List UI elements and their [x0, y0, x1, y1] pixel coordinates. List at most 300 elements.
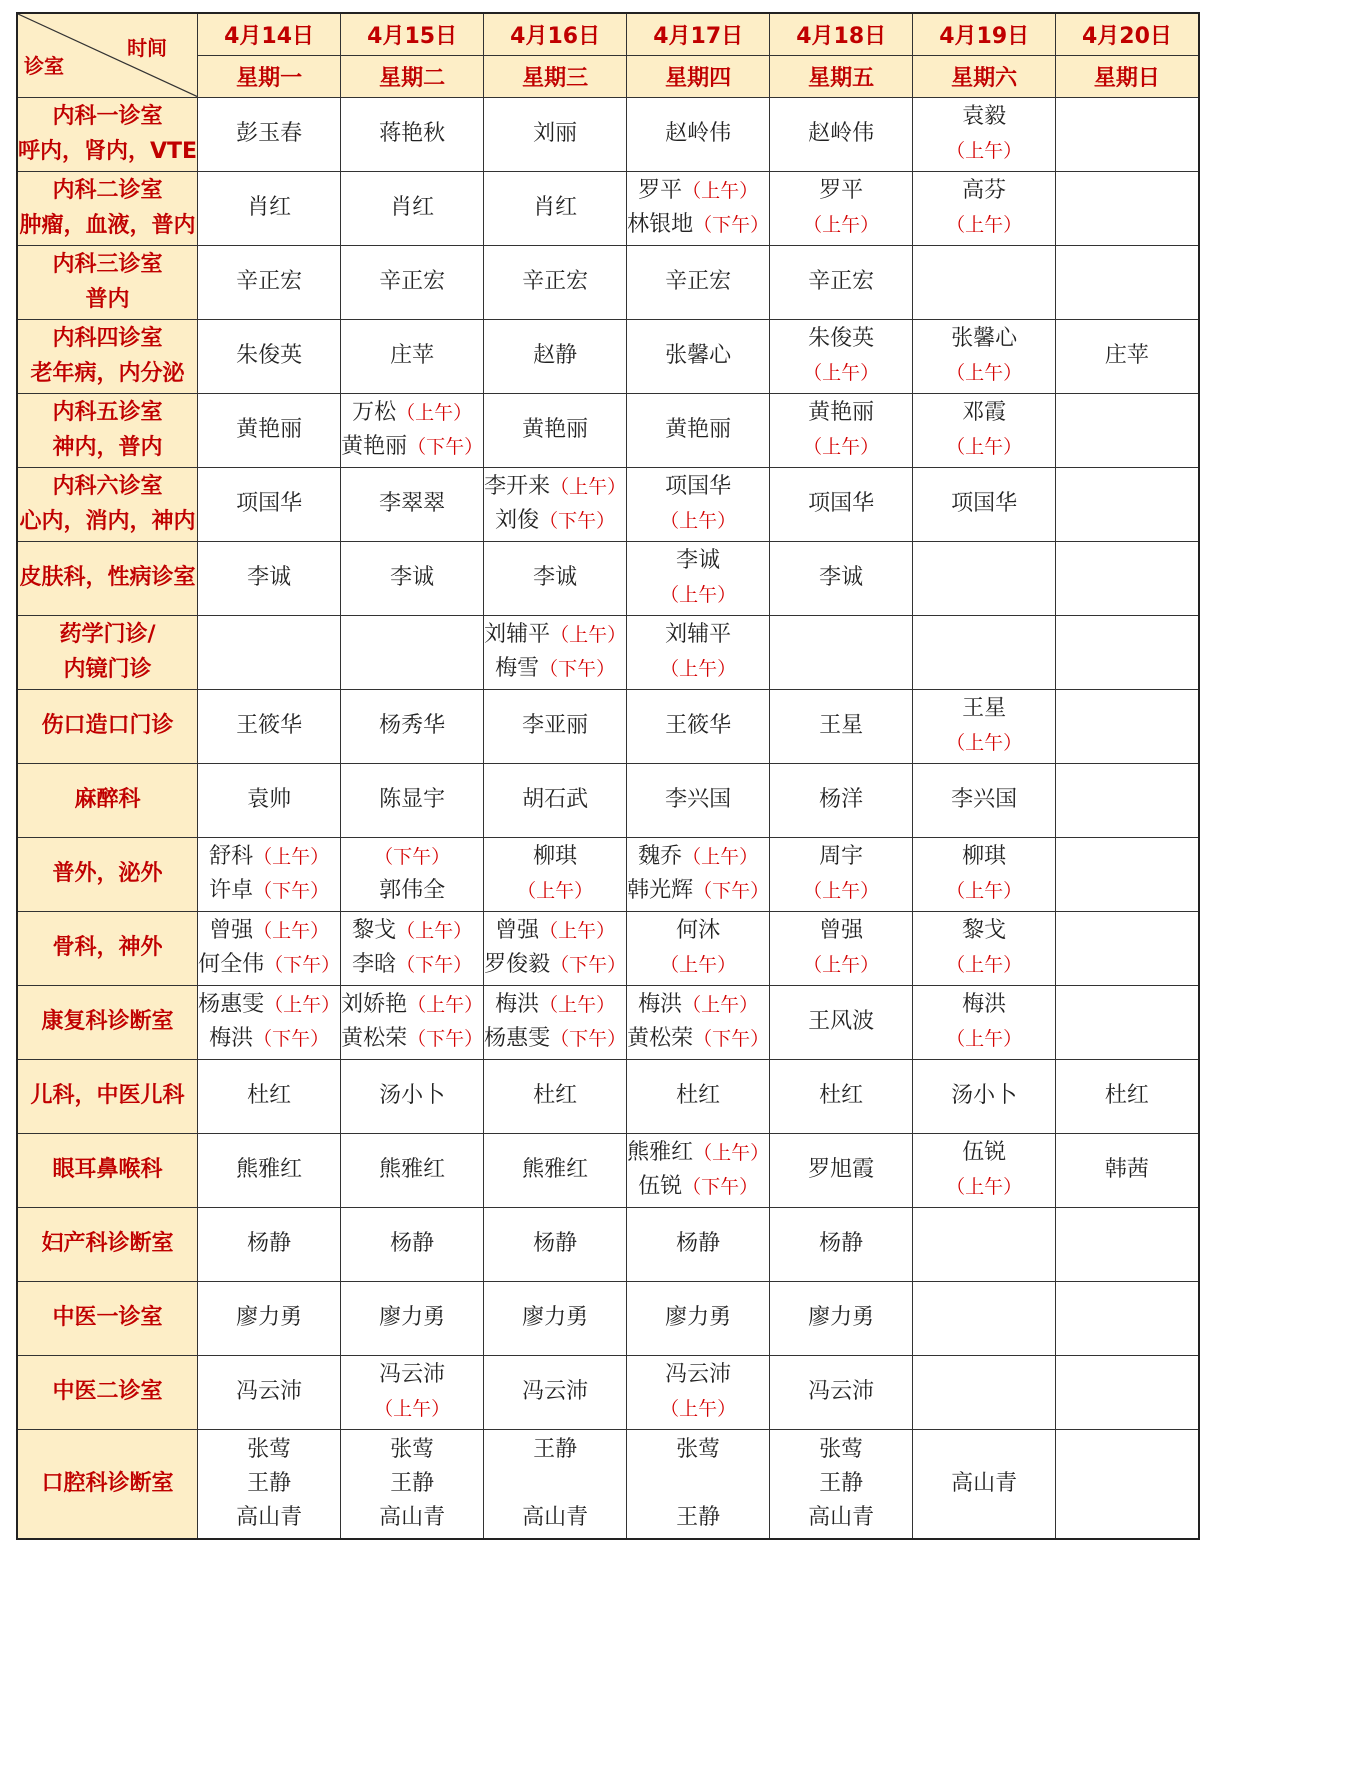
schedule-cell	[341, 615, 484, 689]
room-label	[17, 689, 198, 763]
doctor-name: 罗平	[819, 177, 864, 203]
doctor-name: 王筱华	[665, 712, 732, 738]
session-tag: （上午）	[539, 919, 616, 942]
cell-line	[198, 1467, 340, 1501]
doctor-name: 冯云沛	[808, 1378, 875, 1404]
schedule-cell	[1056, 245, 1199, 319]
cell-line	[198, 413, 340, 447]
cell-line	[341, 1501, 483, 1535]
session-tag: （上午）	[946, 140, 1023, 162]
doctor-name: 汤小卜	[379, 1082, 446, 1108]
schedule-cell	[484, 393, 627, 467]
room-label-line: 内科三诊室	[52, 251, 163, 277]
session-tag: （上午）	[374, 1398, 451, 1420]
doctor-name: 廖力勇	[236, 1304, 303, 1330]
schedule-row	[17, 1059, 1199, 1133]
cell-line	[341, 988, 483, 1022]
doctor-name: 邓霞	[962, 399, 1007, 425]
doctor-name: 黄松荣	[341, 1026, 408, 1051]
cell-line	[198, 914, 340, 948]
cell-line	[913, 1022, 1055, 1056]
cell-line	[198, 1433, 340, 1467]
session-tag: （下午）	[693, 214, 770, 236]
doctor-name: 刘俊	[495, 508, 540, 533]
cell-line	[341, 487, 483, 521]
session-tag: （上午）	[660, 584, 737, 606]
schedule-cell	[1056, 1281, 1199, 1355]
doctor-name: 罗平	[638, 177, 683, 203]
cell-line	[913, 487, 1055, 521]
schedule-cell	[198, 97, 341, 171]
cell-line	[627, 783, 769, 817]
cell-line	[341, 339, 483, 373]
room-label	[17, 319, 198, 393]
session-tag: （下午）	[253, 880, 330, 902]
doctor-name: 何全伟	[198, 952, 265, 977]
schedule-cell	[341, 837, 484, 911]
doctor-name: 柳琪	[962, 843, 1007, 869]
cell-line	[770, 322, 912, 356]
cell-line	[913, 692, 1055, 726]
doctor-name: 李兴国	[951, 786, 1018, 812]
schedule-cell	[770, 1207, 913, 1281]
cell-line	[341, 1433, 483, 1467]
schedule-cell	[1056, 763, 1199, 837]
doctor-name: 辛正宏	[808, 268, 875, 294]
schedule-cell	[770, 763, 913, 837]
room-label	[17, 541, 198, 615]
cell-line	[484, 470, 626, 504]
doctor-name: 黄艳丽	[665, 416, 732, 442]
schedule-cell	[341, 467, 484, 541]
session-tag: （上午）	[660, 1398, 737, 1420]
session-tag: （上午）	[660, 658, 737, 680]
cell-line	[627, 874, 769, 908]
cell-line	[627, 578, 769, 612]
doctor-name: 项国华	[808, 490, 875, 516]
schedule-cell	[341, 319, 484, 393]
doctor-name: 梅洪	[638, 991, 683, 1017]
room-label	[17, 1429, 198, 1539]
header-corner	[17, 13, 198, 97]
schedule-row	[17, 541, 1199, 615]
doctor-name: 杨洋	[819, 786, 864, 812]
schedule-cell	[627, 97, 770, 171]
room-label-line: 内科二诊室	[52, 177, 163, 203]
cell-line	[484, 1501, 626, 1535]
cell-line	[627, 840, 769, 874]
cell-line	[341, 1467, 483, 1501]
schedule-cell	[770, 615, 913, 689]
room-label-line: 中医一诊室	[52, 1305, 163, 1331]
schedule-cell	[341, 763, 484, 837]
cell-line	[484, 618, 626, 652]
schedule-cell	[1056, 1355, 1199, 1429]
room-label-line: 皮肤科，性病诊室	[19, 565, 196, 591]
cell-line	[627, 1467, 769, 1501]
doctor-name: 杜红	[1104, 1082, 1149, 1108]
cell-line	[341, 117, 483, 151]
schedule-cell	[1056, 1207, 1199, 1281]
schedule-cell	[1056, 837, 1199, 911]
session-tag: （上午）	[803, 954, 880, 976]
cell-line	[913, 100, 1055, 134]
room-label-line: 儿科，中医儿科	[30, 1083, 185, 1109]
doctor-name: 罗俊毅	[484, 952, 551, 977]
schedule-cell	[770, 1429, 913, 1539]
schedule-cell	[484, 615, 627, 689]
doctor-name: 杨惠雯	[198, 991, 265, 1017]
schedule-cell	[341, 1281, 484, 1355]
cell-line	[198, 783, 340, 817]
schedule-cell	[913, 245, 1056, 319]
schedule-cell	[198, 1281, 341, 1355]
session-tag: （上午）	[253, 919, 330, 942]
date-header: 4月18日	[770, 13, 913, 55]
doctor-name: 高山青	[379, 1504, 446, 1530]
doctor-name: 许卓	[209, 878, 254, 903]
doctor-name: 黄艳丽	[236, 416, 303, 442]
cell-line	[341, 1392, 483, 1426]
cell-line	[770, 1079, 912, 1113]
cell-line	[484, 1375, 626, 1409]
doctor-name: 李诚	[819, 564, 864, 590]
schedule-cell	[1056, 541, 1199, 615]
cell-line	[484, 1301, 626, 1335]
doctor-name: 杨惠雯	[484, 1026, 551, 1051]
schedule-cell	[913, 763, 1056, 837]
schedule-cell	[1056, 985, 1199, 1059]
doctor-name: 王静	[676, 1504, 721, 1530]
doctor-name: 汤小卜	[951, 1082, 1018, 1108]
doctor-name: 舒科	[209, 843, 254, 869]
cell-line	[484, 1467, 626, 1501]
doctor-name: 张馨心	[951, 325, 1018, 351]
cell-line	[770, 208, 912, 242]
session-tag: （上午）	[396, 401, 473, 424]
session-tag: （上午）	[946, 954, 1023, 976]
cell-line	[627, 618, 769, 652]
schedule-cell	[770, 97, 913, 171]
room-label-line: 心内，消内，神内	[19, 509, 196, 534]
schedule-cell	[341, 689, 484, 763]
schedule-row	[17, 689, 1199, 763]
doctor-name: 陈显宇	[379, 786, 446, 812]
doctor-name: 梅雪	[495, 656, 540, 681]
schedule-cell	[627, 763, 770, 837]
doctor-name: 胡石武	[522, 786, 589, 812]
schedule-cell	[1056, 615, 1199, 689]
doctor-name: 王星	[962, 695, 1007, 721]
schedule-row	[17, 245, 1199, 319]
date-header: 4月15日	[341, 13, 484, 55]
cell-line	[1056, 1079, 1198, 1113]
doctor-name: 熊雅红	[627, 1139, 694, 1165]
cell-line	[770, 948, 912, 982]
doctor-name: 刘丽	[533, 120, 578, 146]
doctor-name: 魏乔	[638, 843, 683, 869]
schedule-row	[17, 319, 1199, 393]
schedule-cell	[1056, 689, 1199, 763]
cell-line	[198, 1501, 340, 1535]
schedule-cell	[913, 1281, 1056, 1355]
doctor-name: 伍锐	[962, 1139, 1007, 1165]
session-tag: （下午）	[396, 954, 473, 976]
cell-line	[484, 1022, 626, 1056]
cell-line	[913, 430, 1055, 464]
schedule-cell	[1056, 1133, 1199, 1207]
doctor-name: 黎戈	[352, 917, 397, 943]
room-label-line: 老年病，内分泌	[30, 361, 185, 386]
doctor-name: 王星	[819, 712, 864, 738]
schedule-row	[17, 171, 1199, 245]
cell-line	[627, 504, 769, 538]
cell-line	[627, 339, 769, 373]
cell-line	[627, 174, 769, 208]
schedule-cell	[484, 763, 627, 837]
schedule-cell	[198, 541, 341, 615]
cell-line	[627, 1433, 769, 1467]
doctor-name: 王静	[247, 1470, 292, 1496]
doctor-name: 辛正宏	[522, 268, 589, 294]
cell-line	[484, 652, 626, 686]
doctor-name: 张莺	[819, 1436, 864, 1462]
schedule-cell	[484, 319, 627, 393]
cell-line	[627, 1022, 769, 1056]
schedule-cell	[1056, 319, 1199, 393]
room-label-line: 普内	[85, 287, 130, 312]
cell-line	[770, 487, 912, 521]
date-header: 4月16日	[484, 13, 627, 55]
date-header: 4月17日	[627, 13, 770, 55]
session-tag: （上午）	[660, 954, 737, 976]
cell-line	[913, 396, 1055, 430]
doctor-name: 伍锐	[638, 1174, 683, 1199]
schedule-cell	[484, 245, 627, 319]
cell-line	[770, 430, 912, 464]
doctor-name: 黄艳丽	[522, 416, 589, 442]
schedule-cell	[484, 1281, 627, 1355]
cell-line	[484, 1433, 626, 1467]
room-label-line: 内科五诊室	[52, 399, 163, 425]
cell-line	[627, 1392, 769, 1426]
session-tag: （上午）	[682, 993, 759, 1016]
doctor-name: 杜红	[247, 1082, 292, 1108]
room-label	[17, 1059, 198, 1133]
cell-line	[627, 988, 769, 1022]
doctor-name: 高山青	[951, 1470, 1018, 1496]
room-label-line: 中医二诊室	[52, 1379, 163, 1405]
session-tag: （上午）	[682, 179, 759, 202]
room-label-line: 药学门诊/	[59, 621, 156, 647]
cell-line	[913, 840, 1055, 874]
doctor-name: 黎戈	[962, 917, 1007, 943]
doctor-name: 黄松荣	[627, 1026, 694, 1051]
doctor-name: 蒋艳秋	[379, 120, 446, 146]
cell-line	[341, 709, 483, 743]
cell-line	[1056, 1153, 1198, 1187]
session-tag: （上午）	[946, 732, 1023, 754]
session-tag: （下午）	[539, 510, 616, 532]
room-label	[17, 1281, 198, 1355]
session-tag: （上午）	[946, 214, 1023, 236]
session-tag: （上午）	[396, 919, 473, 942]
room-label	[17, 615, 198, 689]
doctor-name: 杨静	[819, 1230, 864, 1256]
schedule-cell	[198, 393, 341, 467]
doctor-name: 杨静	[247, 1230, 292, 1256]
schedule-cell	[770, 1133, 913, 1207]
doctor-name: 冯云沛	[236, 1378, 303, 1404]
doctor-name: 项国华	[665, 473, 732, 499]
cell-line	[198, 1153, 340, 1187]
cell-line	[341, 561, 483, 595]
schedule-cell	[770, 1059, 913, 1133]
room-label-line: 内科一诊室	[52, 103, 163, 129]
doctor-name: 廖力勇	[808, 1304, 875, 1330]
doctor-name: 肖红	[247, 194, 292, 220]
cell-line	[770, 1227, 912, 1261]
schedule-cell	[484, 171, 627, 245]
doctor-name: 廖力勇	[379, 1304, 446, 1330]
weekday-header: 星期四	[627, 55, 770, 97]
schedule-cell	[770, 393, 913, 467]
room-label-line: 麻醉科	[74, 787, 141, 813]
date-header: 4月14日	[198, 13, 341, 55]
doctor-name: 高山青	[236, 1504, 303, 1530]
room-label-line: 内科四诊室	[52, 325, 163, 351]
doctor-name: 杨静	[533, 1230, 578, 1256]
room-label	[17, 837, 198, 911]
room-label	[17, 985, 198, 1059]
schedule-cell	[913, 837, 1056, 911]
cell-line	[484, 117, 626, 151]
cell-line	[484, 783, 626, 817]
cell-line	[627, 544, 769, 578]
weekday-header: 星期二	[341, 55, 484, 97]
doctor-name: 王静	[390, 1470, 435, 1496]
doctor-name: 罗旭霞	[808, 1156, 875, 1182]
schedule-cell	[770, 319, 913, 393]
schedule-cell	[341, 541, 484, 615]
session-tag: （下午）	[682, 1176, 759, 1198]
cell-line	[341, 914, 483, 948]
cell-line	[484, 948, 626, 982]
schedule-cell	[198, 615, 341, 689]
cell-line	[627, 914, 769, 948]
session-tag: （下午）	[550, 954, 627, 976]
schedule-cell	[1056, 911, 1199, 985]
doctor-name: 熊雅红	[522, 1156, 589, 1182]
cell-line	[770, 709, 912, 743]
cell-line	[770, 356, 912, 390]
doctor-name: 王静	[819, 1470, 864, 1496]
schedule-cell	[198, 689, 341, 763]
doctor-name: 辛正宏	[379, 268, 446, 294]
doctor-name: 李开来	[484, 473, 551, 499]
session-tag: （上午）	[660, 510, 737, 532]
schedule-cell	[1056, 393, 1199, 467]
doctor-name: 熊雅红	[236, 1156, 303, 1182]
doctor-name: 熊雅红	[379, 1156, 446, 1182]
cell-line	[627, 709, 769, 743]
cell-line	[913, 1136, 1055, 1170]
cell-line	[341, 430, 483, 464]
doctor-name: 黄艳丽	[341, 434, 408, 459]
schedule-cell	[627, 1207, 770, 1281]
schedule-cell	[341, 1429, 484, 1539]
schedule-cell	[1056, 1429, 1199, 1539]
cell-line	[198, 1301, 340, 1335]
schedule-cell	[913, 1355, 1056, 1429]
cell-line	[913, 988, 1055, 1022]
session-tag: （下午）	[374, 845, 451, 868]
cell-line	[484, 914, 626, 948]
schedule-cell	[770, 837, 913, 911]
session-tag: （下午）	[693, 1028, 770, 1050]
room-label	[17, 911, 198, 985]
schedule-cell	[1056, 467, 1199, 541]
doctor-name: 朱俊英	[236, 342, 303, 368]
room-label-line: 呼内，肾内，VTE	[18, 139, 198, 164]
schedule-cell	[341, 985, 484, 1059]
schedule-cell	[913, 467, 1056, 541]
cell-line	[913, 356, 1055, 390]
doctor-name: 袁帅	[247, 786, 292, 812]
session-tag: （上午）	[693, 1141, 770, 1164]
schedule-cell	[627, 245, 770, 319]
date-header: 4月19日	[913, 13, 1056, 55]
cell-line	[627, 1301, 769, 1335]
session-tag: （下午）	[550, 1028, 627, 1050]
doctor-name: 黄艳丽	[808, 399, 875, 425]
cell-line	[198, 265, 340, 299]
cell-line	[627, 1079, 769, 1113]
cell-line	[341, 874, 483, 908]
doctor-name: 杜红	[676, 1082, 721, 1108]
doctor-name: 杨静	[390, 1230, 435, 1256]
cell-line	[627, 652, 769, 686]
doctor-name: 杨静	[676, 1230, 721, 1256]
cell-line	[198, 988, 340, 1022]
schedule-row	[17, 1355, 1199, 1429]
date-header-row	[17, 13, 1199, 55]
schedule-cell	[341, 1207, 484, 1281]
cell-line	[341, 1022, 483, 1056]
schedule-cell	[913, 1059, 1056, 1133]
doctor-name: 曾强	[209, 917, 254, 943]
session-tag: （下午）	[407, 1028, 484, 1050]
cell-line	[770, 1467, 912, 1501]
cell-line	[198, 1079, 340, 1113]
cell-line	[913, 783, 1055, 817]
doctor-name: 万松	[352, 399, 397, 425]
schedule-row	[17, 97, 1199, 171]
cell-line	[913, 914, 1055, 948]
schedule-cell	[484, 97, 627, 171]
doctor-name: 辛正宏	[236, 268, 303, 294]
cell-line	[627, 265, 769, 299]
room-label-line: 口腔科诊断室	[41, 1471, 174, 1497]
weekday-header: 星期三	[484, 55, 627, 97]
schedule-cell	[341, 1059, 484, 1133]
schedule-cell	[627, 1059, 770, 1133]
cell-line	[484, 561, 626, 595]
schedule-cell	[627, 911, 770, 985]
session-tag: （下午）	[539, 658, 616, 680]
schedule-row	[17, 837, 1199, 911]
doctor-name: 彭玉春	[236, 120, 303, 146]
